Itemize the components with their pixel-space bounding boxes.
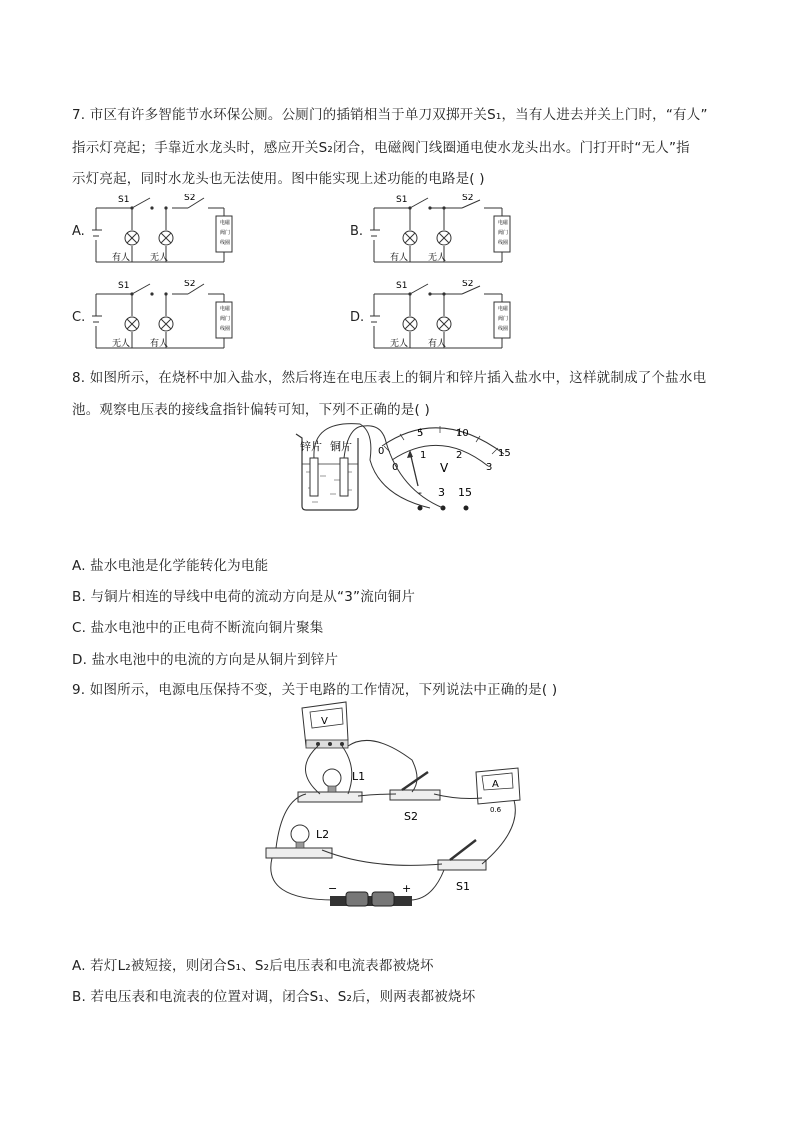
scale-inner-0: 0 xyxy=(392,462,399,473)
lamp-left-label: 有人 xyxy=(390,253,409,263)
valve-char-6: 圈 xyxy=(225,326,231,332)
scale-outer-10: 10 xyxy=(456,428,469,439)
scale-outer-0: 0 xyxy=(378,446,385,457)
valve-char-6: 圈 xyxy=(503,326,509,332)
q7-line-3: 示灯亮起，同时水龙头也无法使用。图中能实现上述功能的电路是( ) xyxy=(72,171,485,187)
q9-option-a: A. 若灯L₂被短接，则闭合S₁、S₂后电压表和电流表都被烧坏 xyxy=(72,958,434,974)
valve-char-6: 圈 xyxy=(225,240,231,246)
q9-line-1: 9. 如图所示，电源电压保持不变，关于电路的工作情况，下列说法中正确的是( ) xyxy=(72,682,558,698)
s2-label: S2 xyxy=(184,194,196,203)
valve-char-3: 阀 xyxy=(220,316,226,322)
circuit-diagram xyxy=(92,194,252,268)
lamp-right-label: 有人 xyxy=(150,339,169,349)
valve-char-4: 门 xyxy=(503,230,509,236)
q8-option-c: C. 盐水电池中的正电荷不断流向铜片聚集 xyxy=(72,620,324,636)
valve-char-1: 电 xyxy=(498,306,504,312)
lamp-right-label: 无人 xyxy=(150,253,169,263)
q7-line-1: 7. 市区有许多智能节水环保公厕。公厕门的插销相当于单刀双掷开关S₁，当有人进去并关上门时，“有人” xyxy=(72,107,708,123)
scale-outer-15: 15 xyxy=(498,448,511,459)
lamp-right-label: 有人 xyxy=(428,339,447,349)
lamp-right-label: 无人 xyxy=(428,253,447,263)
q7-line-2: 指示灯亮起；手靠近水龙头时，感应开关S₂闭合，电磁阀门线圈通电使水龙头出水。门打开时“无人”指 xyxy=(72,140,690,156)
valve-char-2: 磁 xyxy=(225,306,231,312)
voltmeter xyxy=(302,702,348,748)
q8-option-b: B. 与铜片相连的导线中电荷的流动方向是从“3”流向铜片 xyxy=(72,589,416,605)
scale-inner-2: 2 xyxy=(456,450,463,461)
circuit-apparatus-figure xyxy=(262,700,532,915)
valve-char-1: 电 xyxy=(220,306,226,312)
q7-option-letter: D. xyxy=(350,310,365,325)
q8-line-2: 池。观察电压表的接线盒指针偏转可知，下列不正确的是( ) xyxy=(72,402,430,418)
voltmeter-unit: V xyxy=(440,461,449,475)
circuit-diagram xyxy=(92,280,252,354)
s1-label: S1 xyxy=(396,281,408,291)
valve-char-1: 电 xyxy=(220,220,226,226)
ammeter-scale: 0.6 xyxy=(490,806,502,814)
q9-option-b: B. 若电压表和电流表的位置对调，闭合S₁、S₂后，则两表都被烧坏 xyxy=(72,989,476,1005)
scale-inner-1: 1 xyxy=(420,450,427,461)
lamp-l2 xyxy=(266,825,332,858)
s2-label: S2 xyxy=(404,810,418,823)
valve-char-4: 门 xyxy=(503,316,509,322)
lamp-left-label: 无人 xyxy=(390,339,409,349)
s1-label: S1 xyxy=(396,195,408,205)
salt-water-battery-figure xyxy=(290,420,520,520)
ammeter xyxy=(476,768,520,814)
ammeter-label: A xyxy=(492,779,499,790)
valve-char-5: 线 xyxy=(498,240,504,246)
valve-char-3: 阀 xyxy=(498,316,504,322)
valve-char-2: 磁 xyxy=(225,220,231,226)
lamp-left-label: 有人 xyxy=(112,253,131,263)
s1-label: S1 xyxy=(118,195,130,205)
l2-label: L2 xyxy=(316,828,330,841)
lamp-l1 xyxy=(298,769,365,802)
q8-option-a: A. 盐水电池是化学能转化为电能 xyxy=(72,558,269,574)
valve-char-2: 磁 xyxy=(503,220,509,226)
l1-label: L1 xyxy=(352,770,366,783)
q7-option-letter: A. xyxy=(72,224,85,239)
q7-option-letter: B. xyxy=(350,224,364,239)
valve-char-6: 圈 xyxy=(503,240,509,246)
q8-option-d: D. 盐水电池中的电流的方向是从铜片到锌片 xyxy=(72,652,339,668)
terminal-15: 15 xyxy=(458,486,472,499)
valve-char-4: 门 xyxy=(225,230,231,236)
battery-minus: − xyxy=(328,882,338,895)
scale-inner-3: 3 xyxy=(486,462,493,473)
q7-option-letter: C. xyxy=(72,310,86,325)
switch-s1 xyxy=(438,840,486,893)
s2-label: S2 xyxy=(184,280,196,289)
q8-line-1: 8. 如图所示，在烧杯中加入盐水，然后将连在电压表上的铜片和锌片插入盐水中，这样就制成了个盐水电 xyxy=(72,370,707,386)
battery xyxy=(328,882,412,906)
terminal-minus: - xyxy=(418,486,422,499)
lamp-left-label: 无人 xyxy=(112,339,131,349)
s1-label: S1 xyxy=(456,880,470,893)
zinc-label: 锌片 xyxy=(300,440,322,453)
valve-char-5: 线 xyxy=(498,326,504,332)
valve-char-5: 线 xyxy=(220,326,226,332)
voltmeter-label: V xyxy=(321,716,328,727)
valve-char-1: 电 xyxy=(498,220,504,226)
scale-outer-5: 5 xyxy=(417,428,424,439)
valve-char-2: 磁 xyxy=(503,306,509,312)
battery-plus: + xyxy=(402,882,412,895)
switch-s2 xyxy=(390,772,440,823)
s2-label: S2 xyxy=(462,194,474,203)
circuit-diagram xyxy=(370,280,530,354)
terminal-3: 3 xyxy=(438,486,445,499)
valve-char-4: 门 xyxy=(225,316,231,322)
circuit-diagram xyxy=(370,194,530,268)
s1-label: S1 xyxy=(118,281,130,291)
valve-char-5: 线 xyxy=(220,240,226,246)
s2-label: S2 xyxy=(462,280,474,289)
copper-label: 铜片 xyxy=(330,440,352,453)
valve-char-3: 阀 xyxy=(498,230,504,236)
valve-char-3: 阀 xyxy=(220,230,226,236)
